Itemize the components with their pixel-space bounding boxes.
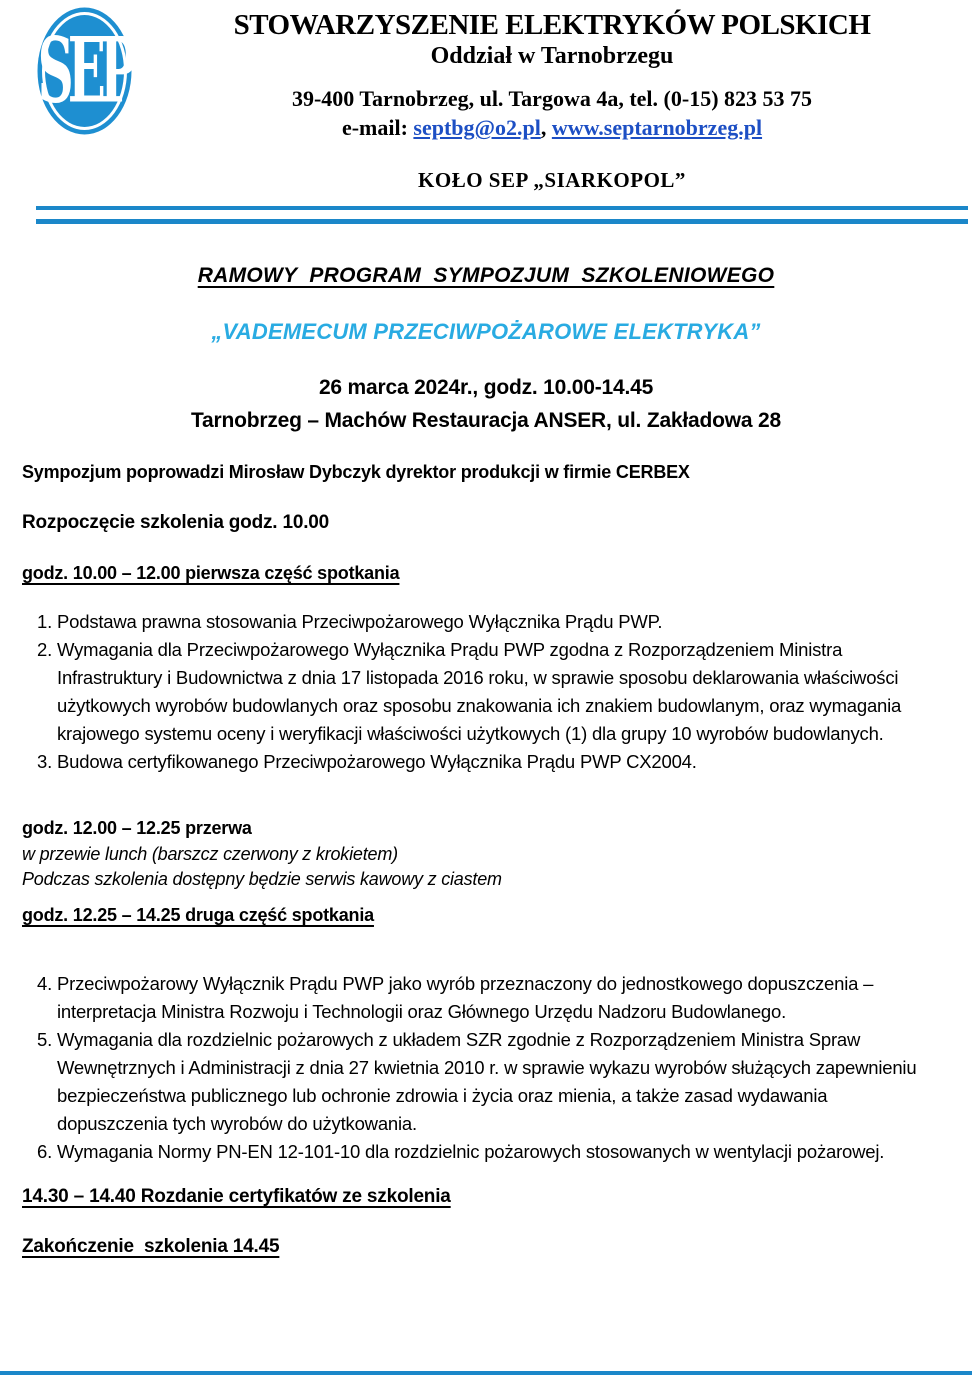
- end-line: Zakończenie szkolenia 14.45: [22, 1235, 280, 1257]
- event-venue: Tarnobrzeg – Machów Restauracja ANSER, ul. Zakładowa 28: [190, 408, 781, 432]
- email-label: e-mail:: [341, 115, 414, 141]
- start-line: Rozpoczęcie szkolenia godz. 10.00: [22, 512, 330, 534]
- contact-line: [132, 115, 972, 141]
- header-divider: [36, 206, 968, 224]
- break-heading: godz. 12.00 – 12.25 przerwa: [22, 818, 252, 839]
- sep-logo-icon: [36, 6, 133, 136]
- footer-rule: [0, 1371, 972, 1375]
- org-branch: Oddział w Tarnobrzegu: [430, 43, 674, 70]
- break-note-1: w przewie lunch (barszcz czerwony z krokietem): [22, 843, 398, 864]
- org-name: STOWARZYSZENIE ELEKTRYKÓW POLSKICH: [233, 9, 871, 41]
- event-date: 26 marca 2024r., godz. 10.00-14.45: [318, 376, 654, 400]
- part1-heading: godz. 10.00 – 12.00 pierwsza część spotkania: [22, 563, 400, 584]
- certificates-line: 14.30 – 14.40 Rozdanie certyfikatów ze szkolenia: [22, 1185, 451, 1207]
- letterhead-text: [132, 10, 972, 193]
- part2-list: [22, 970, 950, 1166]
- part2-heading: godz. 12.25 – 14.25 druga część spotkania: [22, 904, 374, 925]
- header-rule-top: [36, 206, 968, 210]
- agenda-item: 1. Podstawa prawna stosowania Przeciwpożarowego Wyłącznika Prądu PWP.: [57, 608, 950, 636]
- circle-name: KOŁO SEP „SIARKOPOL”: [418, 168, 686, 193]
- agenda-item: 3. Budowa certyfikowanego Przeciwpożarowego Wyłącznika Prądu PWP CX2004.: [57, 748, 950, 776]
- subject-title: „VADEMECUM PRZECIWPOŻAROWE ELEKTRYKA”: [211, 319, 761, 345]
- sep-logo: [36, 6, 133, 136]
- letterhead: [0, 0, 972, 193]
- event-when-where: [22, 372, 950, 437]
- link-separator: ,: [540, 115, 552, 141]
- host-line: Sympozjum poprowadzi Mirosław Dybczyk dyrektor produkcji w firmie CERBEX: [22, 462, 690, 483]
- website-link[interactable]: www.septarnobrzeg.pl: [551, 115, 763, 141]
- agenda-item: 4. Przeciwpożarowy Wyłącznik Prądu PWP jako wyrób przeznaczony do jednostkowego dopuszczenia – interpretacja Ministra Rozwoju i Technologii oraz Głównego Urzędu Nadzoru Budowlanego.: [57, 970, 950, 1026]
- sep-logo-letters: SEP: [37, 18, 132, 124]
- agenda-item: 6. Wymagania Normy PN-EN 12-101-10 dla rozdzielnic pożarowych stosowanych w wentylacji pożarowej.: [57, 1138, 950, 1166]
- document-body: [0, 264, 972, 1258]
- org-address: 39-400 Tarnobrzeg, ul. Targowa 4a, tel. (0-15) 823 53 75: [291, 86, 813, 112]
- part1-list: [22, 608, 950, 776]
- agenda-item: 2. Wymagania dla Przeciwpożarowego Wyłącznika Prądu PWP zgodna z Rozporządzeniem Ministra Infrastruktury i Budownictwa z dnia 17 listopada 2016 roku, w sprawie sposobu deklarowania właściwości użytkowych wyrobów budowlanych oraz sposobu znakowania ich znakiem budowlanym, oraz wymagania krajowego systemu oceny i weryfikacji właściwości użytkowych (1) dla grupy 10 wyrobów budowlanych.: [57, 636, 950, 748]
- break-note-2: Podczas szkolenia dostępny będzie serwis kawowy z ciastem: [22, 869, 502, 890]
- email-link[interactable]: septbg@o2.pl: [413, 115, 541, 141]
- program-title: RAMOWY PROGRAM SYMPOZJUM SZKOLENIOWEGO: [197, 264, 775, 288]
- agenda-item: 5. Wymagania dla rozdzielnic pożarowych z układem SZR zgodnie z Rozporządzeniem Ministra Spraw Wewnętrznych i Administracji z dnia 27 kwietnia 2010 r. w sprawie wykazu wyrobów służących zapewnieniu bezpieczeństwa publicznego lub ochronie zdrowia i życia oraz mienia, a także zasad wydawania dopuszczenia tych wyrobów do użytkowania.: [57, 1026, 950, 1138]
- header-rule-bottom: [36, 219, 968, 224]
